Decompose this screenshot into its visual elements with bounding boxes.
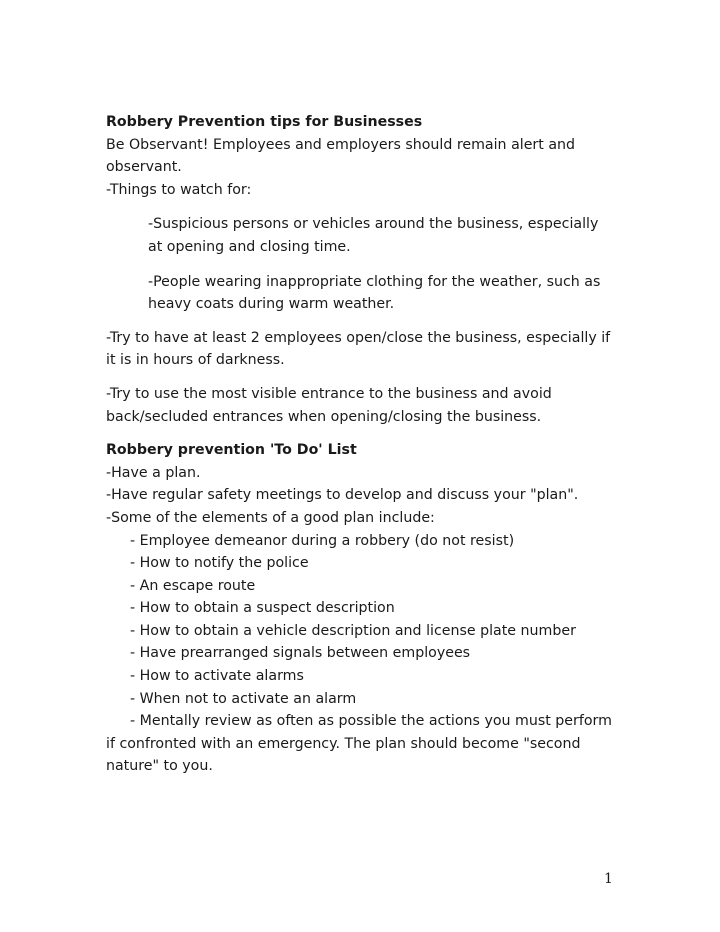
page-number: 1	[604, 871, 613, 887]
list-item: - Employee demeanor during a robbery (do not resist)	[130, 532, 515, 549]
todo-line: -Have regular safety meetings to develop and discuss your "plan".	[106, 487, 579, 504]
watch-item: -People wearing inappropriate clothing for the weather, such as heavy coats during warm weather.	[148, 273, 601, 313]
todo-line: -Some of the elements of a good plan include:	[106, 509, 435, 526]
list-item: - When not to activate an alarm	[130, 690, 357, 707]
intro-line: observant.	[106, 159, 182, 176]
tip-paragraph: -Try to have at least 2 employees open/close the business, especially if it is in hours of darkness.	[106, 329, 611, 369]
watch-for-label: -Things to watch for:	[106, 181, 252, 198]
closing-paragraph: - Mentally review as often as possible the actions you must perform if confronted with an emergency. The plan should become "second nature" to you.	[106, 713, 612, 775]
todo-line: -Have a plan.	[106, 464, 201, 481]
list-item: - Have prearranged signals between employees	[130, 645, 471, 662]
list-item: - How to activate alarms	[130, 668, 304, 685]
list-item: - How to obtain a suspect description	[130, 600, 395, 617]
list-item: - How to notify the police	[130, 555, 309, 572]
list-item: - An escape route	[130, 577, 256, 594]
section-heading-todo: Robbery prevention 'To Do' List	[106, 442, 357, 459]
watch-list	[106, 213, 626, 315]
watch-item: -Suspicious persons or vehicles around the business, especially at opening and closing time.	[148, 216, 599, 255]
intro-line: Be Observant! Employees and employers should remain alert and	[106, 136, 576, 153]
document-body	[106, 111, 626, 778]
list-item: - How to obtain a vehicle description and license plate number	[130, 622, 576, 639]
section-heading-tips: Robbery Prevention tips for Businesses	[106, 114, 423, 130]
plan-elements-list	[106, 530, 626, 711]
tip-paragraph: -Try to use the most visible entrance to the business and avoid back/secluded entrances when opening/closing the business.	[106, 385, 552, 425]
